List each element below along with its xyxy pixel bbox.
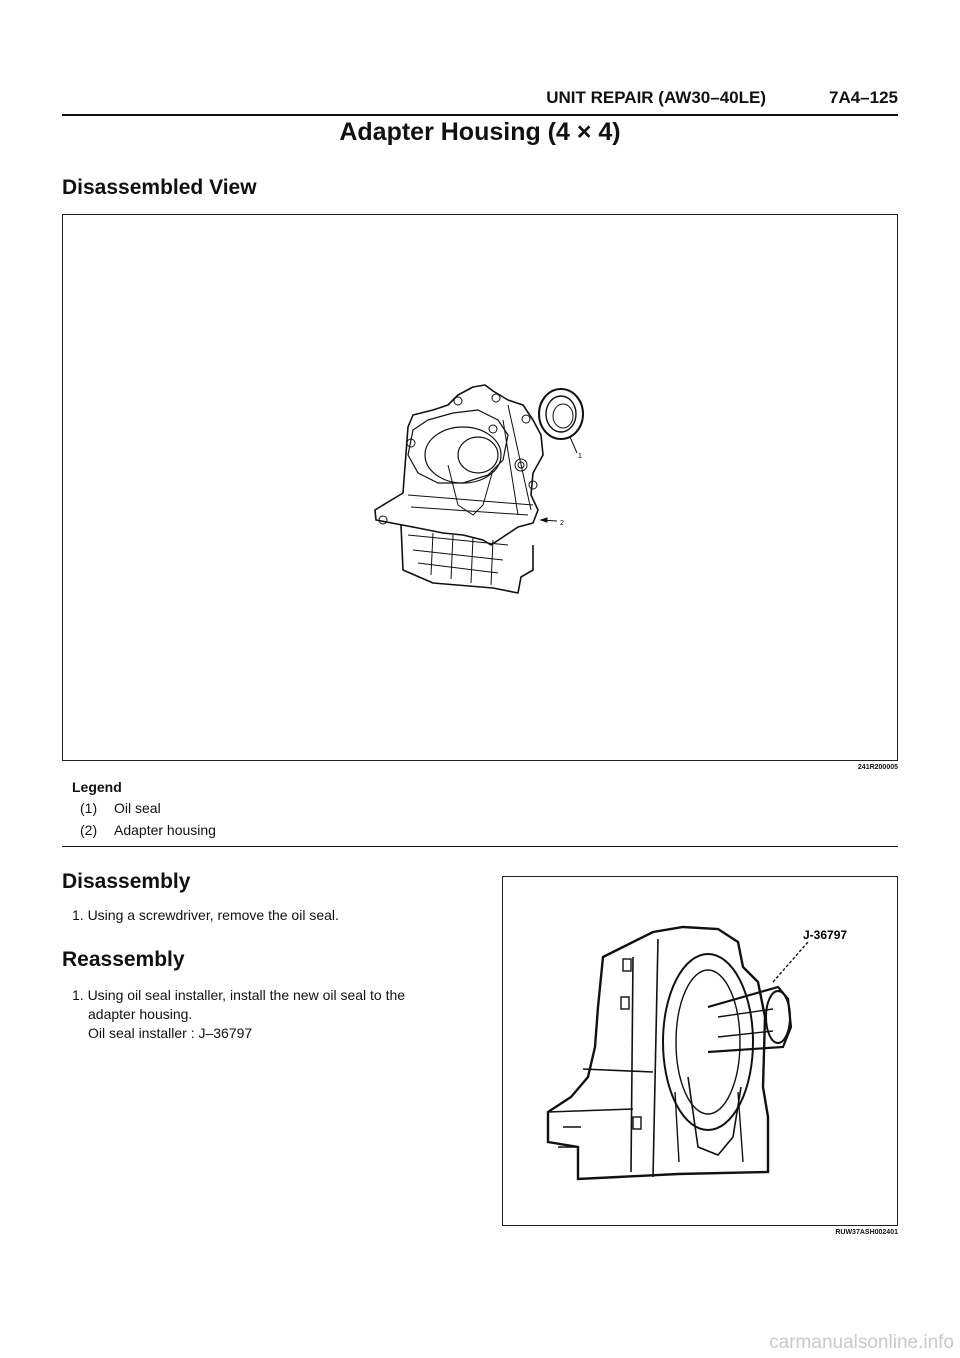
reassembly-step-1-line: adapter housing. bbox=[88, 1006, 193, 1022]
tool-label: J-36797 bbox=[803, 928, 848, 942]
oil-seal-drawing bbox=[539, 389, 583, 439]
section-divider bbox=[62, 846, 898, 847]
watermark-site: carmanualsonline.info bbox=[769, 1332, 954, 1353]
header-title: UNIT REPAIR (AW30–40LE) bbox=[546, 88, 766, 107]
disassembled-view-figure bbox=[62, 214, 898, 761]
reassembly-title: Reassembly bbox=[62, 948, 185, 971]
oil-seal-install-figure bbox=[502, 876, 898, 1226]
legend-item-number: (1) bbox=[80, 800, 98, 816]
figure-code: 241R200005 bbox=[857, 764, 898, 771]
legend-item-oil-seal bbox=[80, 800, 161, 816]
disassembly-title: Disassembly bbox=[62, 870, 191, 893]
legend-title: Legend bbox=[72, 779, 122, 795]
reassembly-step-1-line: 1. Using oil seal installer, install the new oil seal to the bbox=[72, 987, 406, 1003]
figure-2-code: RUW37ASH002401 bbox=[835, 1229, 898, 1236]
reassembly-step-1-tool: Oil seal installer : J–36797 bbox=[88, 1025, 253, 1041]
legend-item-adapter-housing bbox=[80, 822, 216, 838]
disassembly-step-1: 1. Using a screwdriver, remove the oil seal. bbox=[72, 907, 339, 923]
reassembly-step-1 bbox=[72, 986, 472, 1043]
adapter-housing-drawing bbox=[63, 215, 897, 760]
legend-item-number: (2) bbox=[80, 822, 98, 838]
seal-installer-drawing bbox=[503, 877, 897, 1225]
callout-1: 1 bbox=[578, 453, 582, 460]
page-number: 7A4–125 bbox=[828, 88, 898, 107]
disassembled-view-title: Disassembled View bbox=[62, 176, 257, 199]
running-header bbox=[62, 88, 898, 116]
page-title: Adapter Housing (4 × 4) bbox=[339, 118, 621, 146]
legend-item-label: Adapter housing bbox=[114, 822, 216, 838]
callout-2: 2 bbox=[560, 520, 564, 527]
legend-item-label: Oil seal bbox=[114, 800, 161, 816]
